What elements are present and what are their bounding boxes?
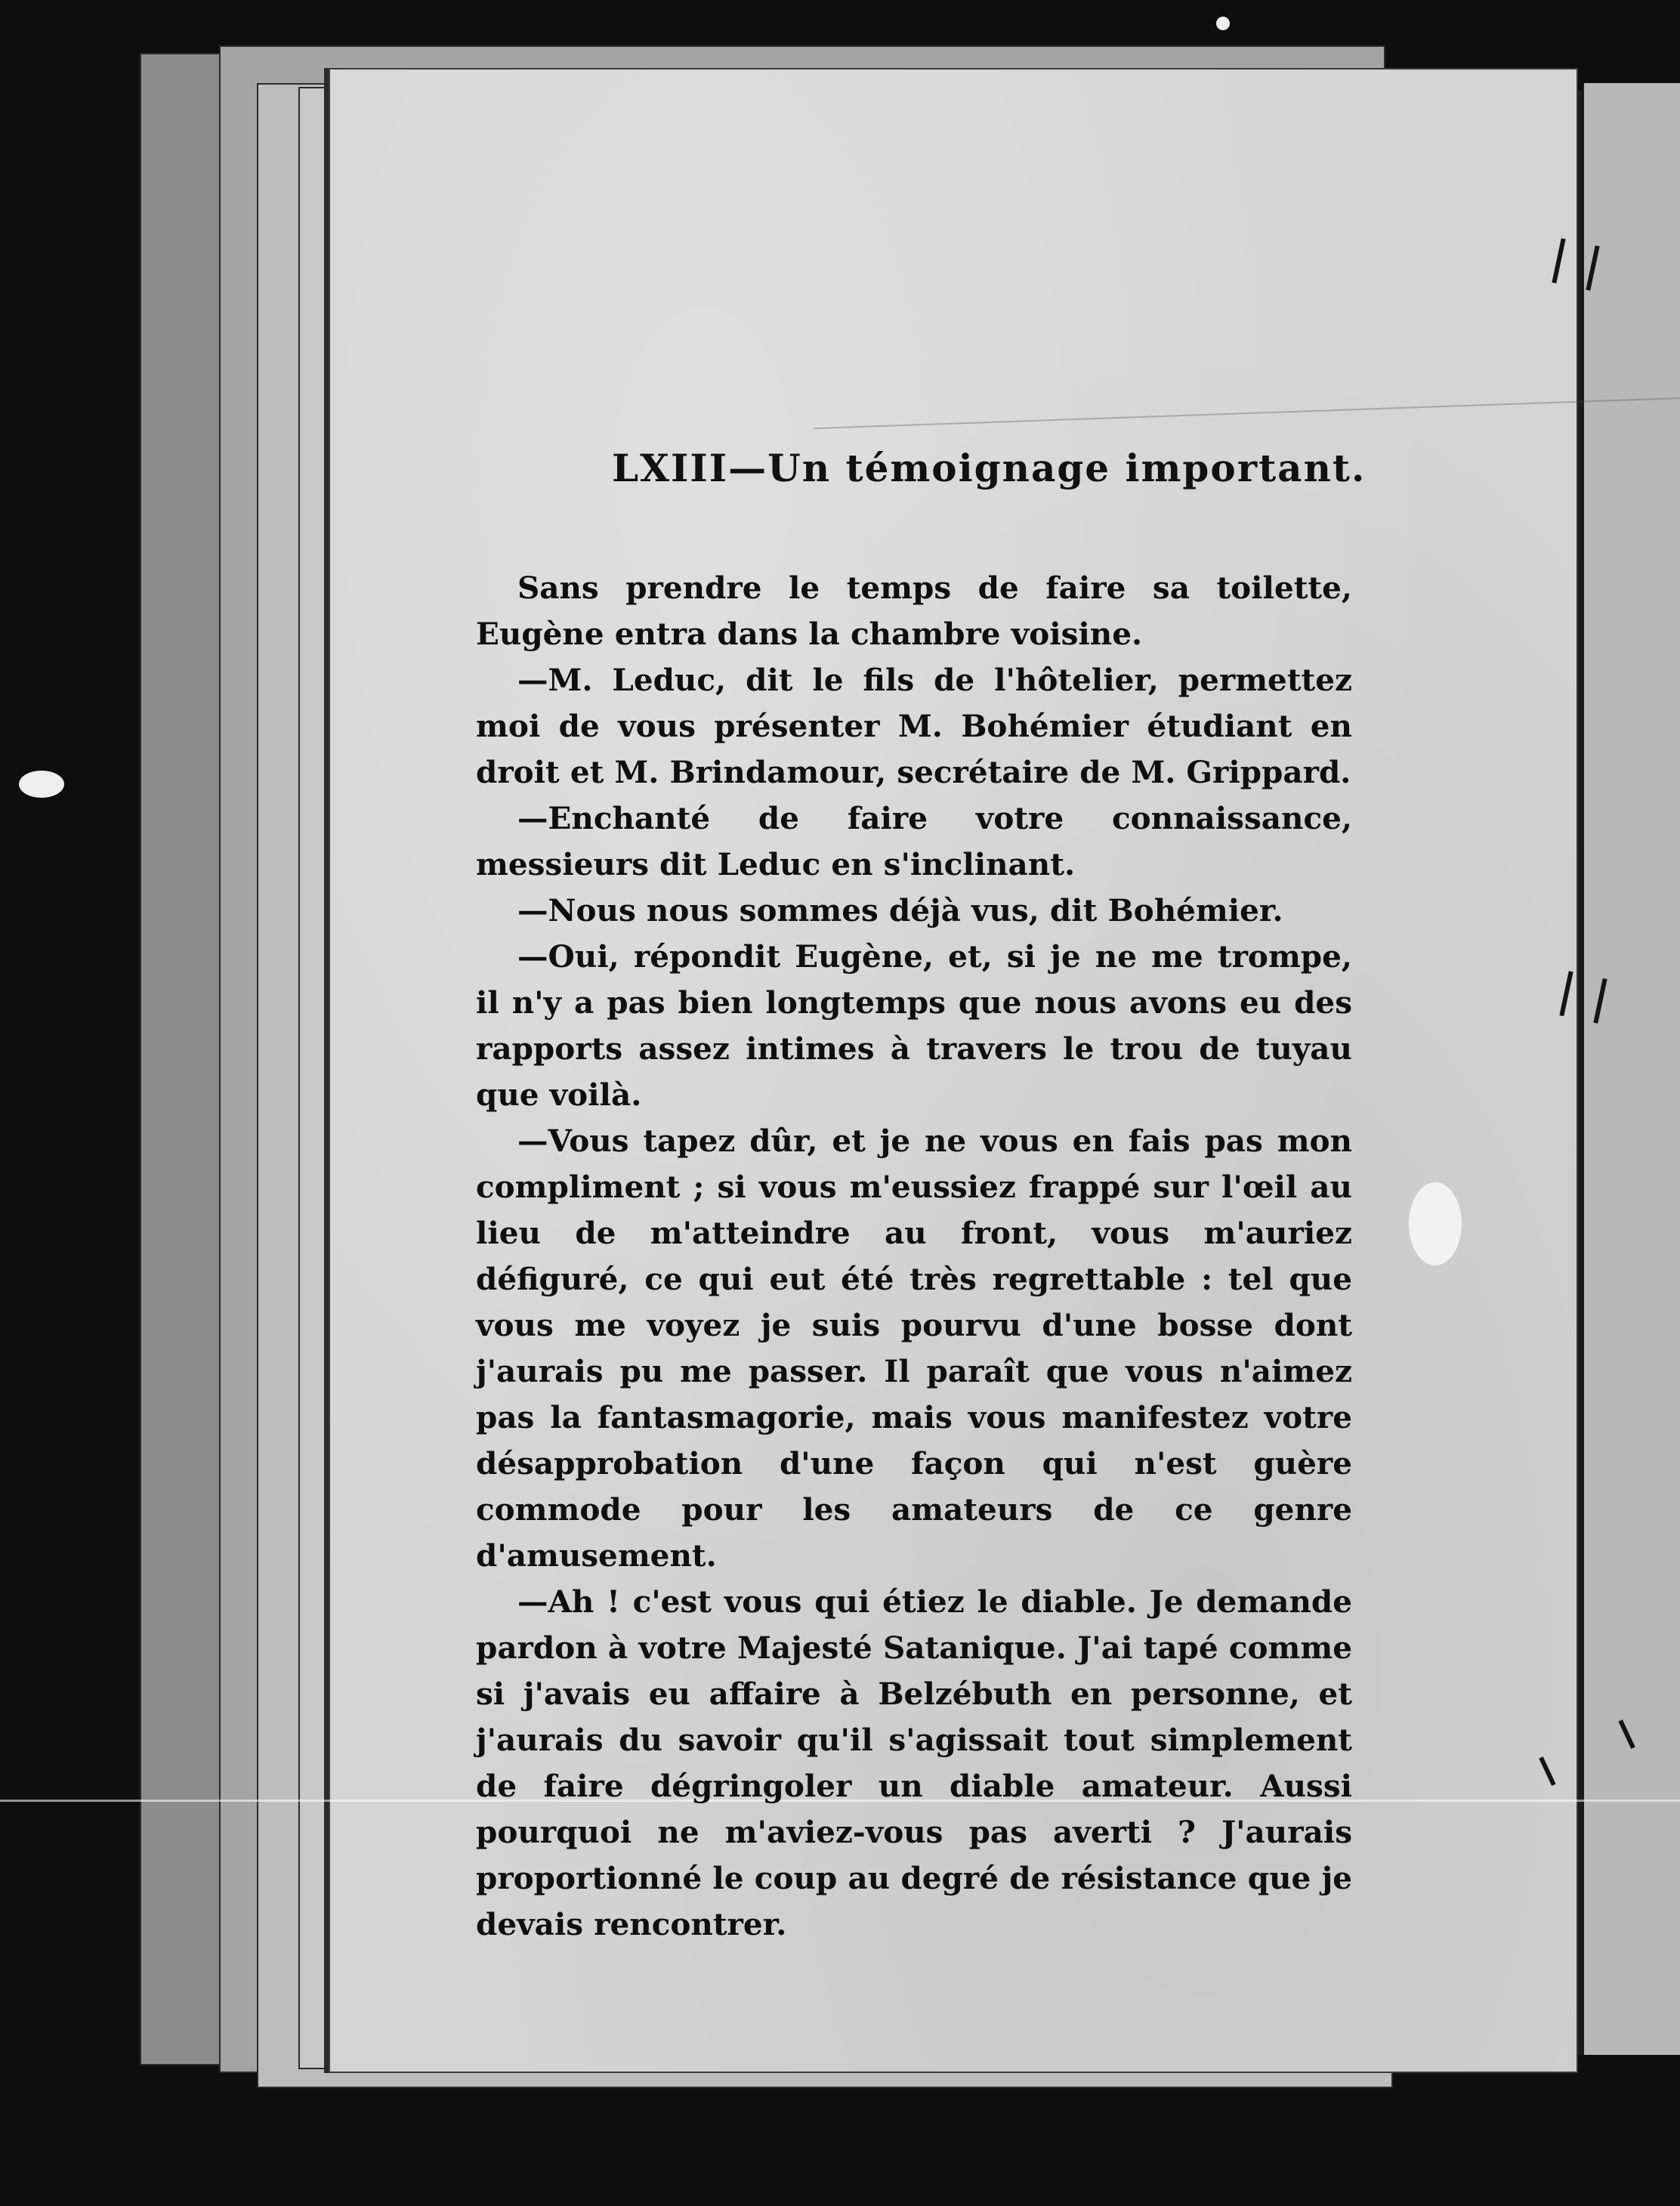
scan-speck bbox=[19, 771, 64, 798]
paragraph: —Nous nous sommes déjà vus, dit Bohémier. bbox=[517, 892, 1283, 928]
paragraph: —Oui, répondit Eugène, et, si je ne me trompe, il n'y a pas bien longtemps que nous avons eu des rapports assez intimes à travers le trou de tuyau que voilà. bbox=[476, 938, 1352, 1113]
scan-speck bbox=[1216, 17, 1230, 30]
paragraph: —Enchanté de faire votre connaissance, messieurs dit Leduc en s'inclinant. bbox=[476, 800, 1352, 882]
paragraph: Sans prendre le temps de faire sa toilette, Eugène entra dans la chambre voisine. bbox=[476, 570, 1352, 652]
chapter-title: LXIII—Un témoignage important. bbox=[612, 446, 1367, 490]
paragraph: —Vous tapez dûr, et je ne vous en fais pas mon compliment ; si vous m'eussiez frappé sur l'œil au lieu de m'atteindre au front, vous m'auriez défiguré, ce qui eut été très regrettable : tel que vous me voyez je suis pourvu d'une bosse dont j'aurais pu me passer. Il paraît que vous n'aimez pas la fantasmagorie, mais vous manifestez votre désapprobation d'une façon qui n'est guère commode pour les amateurs de ce genre d'amusement. bbox=[476, 1123, 1352, 1574]
paragraph: —M. Leduc, dit le fils de l'hôtelier, permettez moi de vous présenter M. Bohémier étudiant en droit et M. Brindamour, secrétaire de M. Grippard. bbox=[476, 662, 1352, 790]
page-crease bbox=[814, 391, 1680, 429]
scan-speck bbox=[1409, 1182, 1462, 1265]
chapter-body bbox=[476, 565, 1352, 1948]
paragraph: —Ah ! c'est vous qui étiez le diable. Je demande pardon à votre Majesté Satanique. J'ai tapé comme si j'avais eu affaire à Belzébuth en personne, et j'aurais du savoir qu'il s'agissait tout simplement de faire dégringoler un diable amateur. Aussi pourquoi ne m'aviez-vous pas averti ? J'aurais proportionné le coup au degré de résistance que je devais rencontrer. bbox=[476, 1583, 1352, 1942]
